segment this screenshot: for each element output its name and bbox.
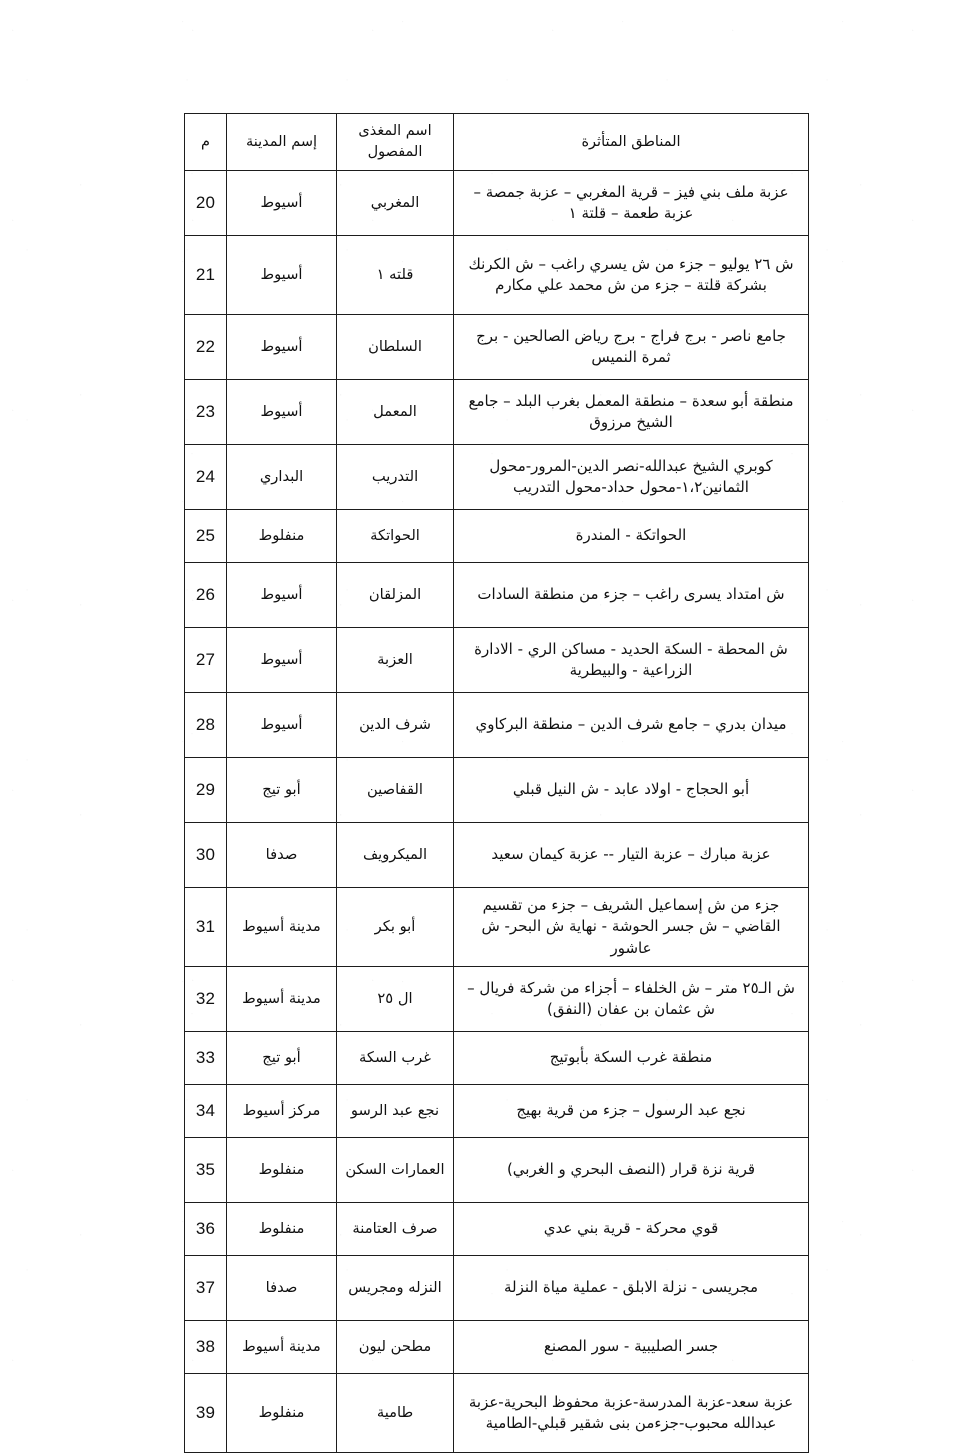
table-row xyxy=(185,628,809,693)
table-row xyxy=(185,967,809,1032)
cell-feeder-name: النزله ومجريس xyxy=(337,1256,454,1321)
cell-city-name: منفلوط xyxy=(227,1138,337,1203)
cell-row-number: 21 xyxy=(185,236,227,315)
cell-feeder-name: طامية xyxy=(337,1374,454,1453)
cell-feeder-name: المغربي xyxy=(337,171,454,236)
cell-row-number: 29 xyxy=(185,758,227,823)
table-row xyxy=(185,171,809,236)
cell-city-name: مدينة أسيوط xyxy=(227,1321,337,1374)
cell-affected-areas: ش امتداد يسرى راغب – جزء من منطقة السادات xyxy=(454,563,809,628)
cell-affected-areas: كوبري الشيخ عبدالله-نصر الدين-المرور-محول الثمانين١،٢-محول حداد-محول التدريب xyxy=(454,445,809,510)
column-header-feeder: اسم المغذى المفصول xyxy=(337,114,454,171)
cell-affected-areas: عزبة ملف بني فيز – قرية المغربي – عزبة جمصة – عزبة طعمة – قلتة ١ xyxy=(454,171,809,236)
cell-feeder-name: القفاصين xyxy=(337,758,454,823)
cell-affected-areas: قوي محركة - قرية بني عدي xyxy=(454,1203,809,1256)
table-container xyxy=(185,113,809,1453)
cell-feeder-name: المعمل xyxy=(337,380,454,445)
cell-row-number: 39 xyxy=(185,1374,227,1453)
table-row xyxy=(185,1138,809,1203)
table-row xyxy=(185,888,809,967)
cell-affected-areas: مجريسى - نزلة الابلق - عملية مياة النزلة xyxy=(454,1256,809,1321)
column-header-city: إسم المدينة xyxy=(227,114,337,171)
cell-row-number: 37 xyxy=(185,1256,227,1321)
column-header-number: م xyxy=(185,114,227,171)
cell-feeder-name: السلطان xyxy=(337,315,454,380)
cell-feeder-name: المزلقان xyxy=(337,563,454,628)
cell-city-name: أبو تيج xyxy=(227,758,337,823)
cell-feeder-name: التدريب xyxy=(337,445,454,510)
cell-row-number: 38 xyxy=(185,1321,227,1374)
cell-row-number: 34 xyxy=(185,1085,227,1138)
cell-city-name: أسيوط xyxy=(227,315,337,380)
cell-feeder-name: غرب السكة xyxy=(337,1032,454,1085)
table-header-row xyxy=(185,114,809,171)
cell-city-name: أسيوط xyxy=(227,628,337,693)
table-row xyxy=(185,236,809,315)
cell-feeder-name: أبو بكر xyxy=(337,888,454,967)
cell-affected-areas: عزبة سعد-عزبة المدرسة-عزبة محفوظ البحرية-عزبة عبدالله محبوب-جزءمن بنى شقير قبلي-الطامية xyxy=(454,1374,809,1453)
cell-affected-areas: منطقة أبو سعدة – منطقة المعمل بغرب البلد – جامع الشيخ مرزوق xyxy=(454,380,809,445)
cell-affected-areas: ش المحطة - السكة الحديد - مساكن الري - الادارة الزراعية - والبيطرية xyxy=(454,628,809,693)
cell-feeder-name: صرف العتامنة xyxy=(337,1203,454,1256)
table-row xyxy=(185,1256,809,1321)
table-row xyxy=(185,758,809,823)
cell-affected-areas: نجع عبد الرسول – جزء من قرية بهيج xyxy=(454,1085,809,1138)
cell-affected-areas: عزبة مبارك – عزبة التيار -- عزبة كيمان سعيد xyxy=(454,823,809,888)
cell-city-name: أسيوط xyxy=(227,380,337,445)
cell-row-number: 30 xyxy=(185,823,227,888)
table-row xyxy=(185,510,809,563)
cell-feeder-name: الحواتكة xyxy=(337,510,454,563)
cell-row-number: 27 xyxy=(185,628,227,693)
table-header xyxy=(185,114,809,171)
cell-row-number: 36 xyxy=(185,1203,227,1256)
cell-city-name: مدينة أسيوط xyxy=(227,888,337,967)
cell-city-name: منفلوط xyxy=(227,1203,337,1256)
cell-row-number: 20 xyxy=(185,171,227,236)
cell-row-number: 23 xyxy=(185,380,227,445)
cell-feeder-name: مطحن ليون xyxy=(337,1321,454,1374)
cell-row-number: 22 xyxy=(185,315,227,380)
table-row xyxy=(185,1321,809,1374)
cell-city-name: أسيوط xyxy=(227,236,337,315)
table-row xyxy=(185,380,809,445)
table-row xyxy=(185,693,809,758)
table-row xyxy=(185,823,809,888)
table-row xyxy=(185,1203,809,1256)
cell-feeder-name: قلته ١ xyxy=(337,236,454,315)
cell-affected-areas: ش الـ٢٥ متر – ش الخلفاء – أجزاء من شركة فريال – ش عثمان بن عفان (النفق) xyxy=(454,967,809,1032)
cell-city-name: منفلوط xyxy=(227,510,337,563)
cell-city-name: مركز أسيوط xyxy=(227,1085,337,1138)
affected-areas-table xyxy=(184,113,809,1453)
cell-row-number: 26 xyxy=(185,563,227,628)
cell-feeder-name: الميكرويف xyxy=(337,823,454,888)
cell-city-name: صدفا xyxy=(227,823,337,888)
cell-row-number: 25 xyxy=(185,510,227,563)
table-row xyxy=(185,1374,809,1453)
cell-affected-areas: جزء من ش إسماعيل الشريف – جزء من تقسيم القاضي – ش جسر الحوشة - نهاية ش البحر- ش عاشور xyxy=(454,888,809,967)
cell-city-name: صدفا xyxy=(227,1256,337,1321)
table-row xyxy=(185,1032,809,1085)
cell-affected-areas: منطقة غرب السكة بأبوتيج xyxy=(454,1032,809,1085)
cell-feeder-name: ال ٢٥ xyxy=(337,967,454,1032)
column-header-areas: المناطق المتأثرة xyxy=(454,114,809,171)
cell-row-number: 28 xyxy=(185,693,227,758)
cell-feeder-name: العزبة xyxy=(337,628,454,693)
cell-affected-areas: ميدان بدري – جامع شرف الدين – منطقة البركاوي xyxy=(454,693,809,758)
cell-row-number: 24 xyxy=(185,445,227,510)
cell-city-name: أسيوط xyxy=(227,563,337,628)
table-row xyxy=(185,445,809,510)
cell-affected-areas: الحواتكة - المندرة xyxy=(454,510,809,563)
cell-row-number: 33 xyxy=(185,1032,227,1085)
cell-city-name: البداري xyxy=(227,445,337,510)
cell-row-number: 32 xyxy=(185,967,227,1032)
cell-row-number: 35 xyxy=(185,1138,227,1203)
table-row xyxy=(185,563,809,628)
cell-affected-areas: أبو الحجاج - اولاد عابد - ش النيل قبلي xyxy=(454,758,809,823)
table-row xyxy=(185,1085,809,1138)
cell-city-name: أسيوط xyxy=(227,693,337,758)
cell-city-name: مدينة أسيوط xyxy=(227,967,337,1032)
table-row xyxy=(185,315,809,380)
cell-city-name: منفلوط xyxy=(227,1374,337,1453)
cell-row-number: 31 xyxy=(185,888,227,967)
cell-affected-areas: جسر الصليبية - سور المصنع xyxy=(454,1321,809,1374)
cell-city-name: أبو تيج xyxy=(227,1032,337,1085)
cell-feeder-name: شرف الدين xyxy=(337,693,454,758)
cell-affected-areas: جامع ناصر - برج فراج - برج رياض الصالحين - برج ثمرة النميس xyxy=(454,315,809,380)
cell-affected-areas: ش ٢٦ يوليو – جزء من ش يسري راغب – ش الكرنك بشركة قلتة – جزء من ش محمد علي مكارم xyxy=(454,236,809,315)
table-body xyxy=(185,171,809,1453)
cell-feeder-name: نجع عبد الرسو xyxy=(337,1085,454,1138)
cell-feeder-name: العمارات السكن xyxy=(337,1138,454,1203)
cell-city-name: أسيوط xyxy=(227,171,337,236)
cell-affected-areas: قرية نزة قرار (النصف البحري و الغربي) xyxy=(454,1138,809,1203)
